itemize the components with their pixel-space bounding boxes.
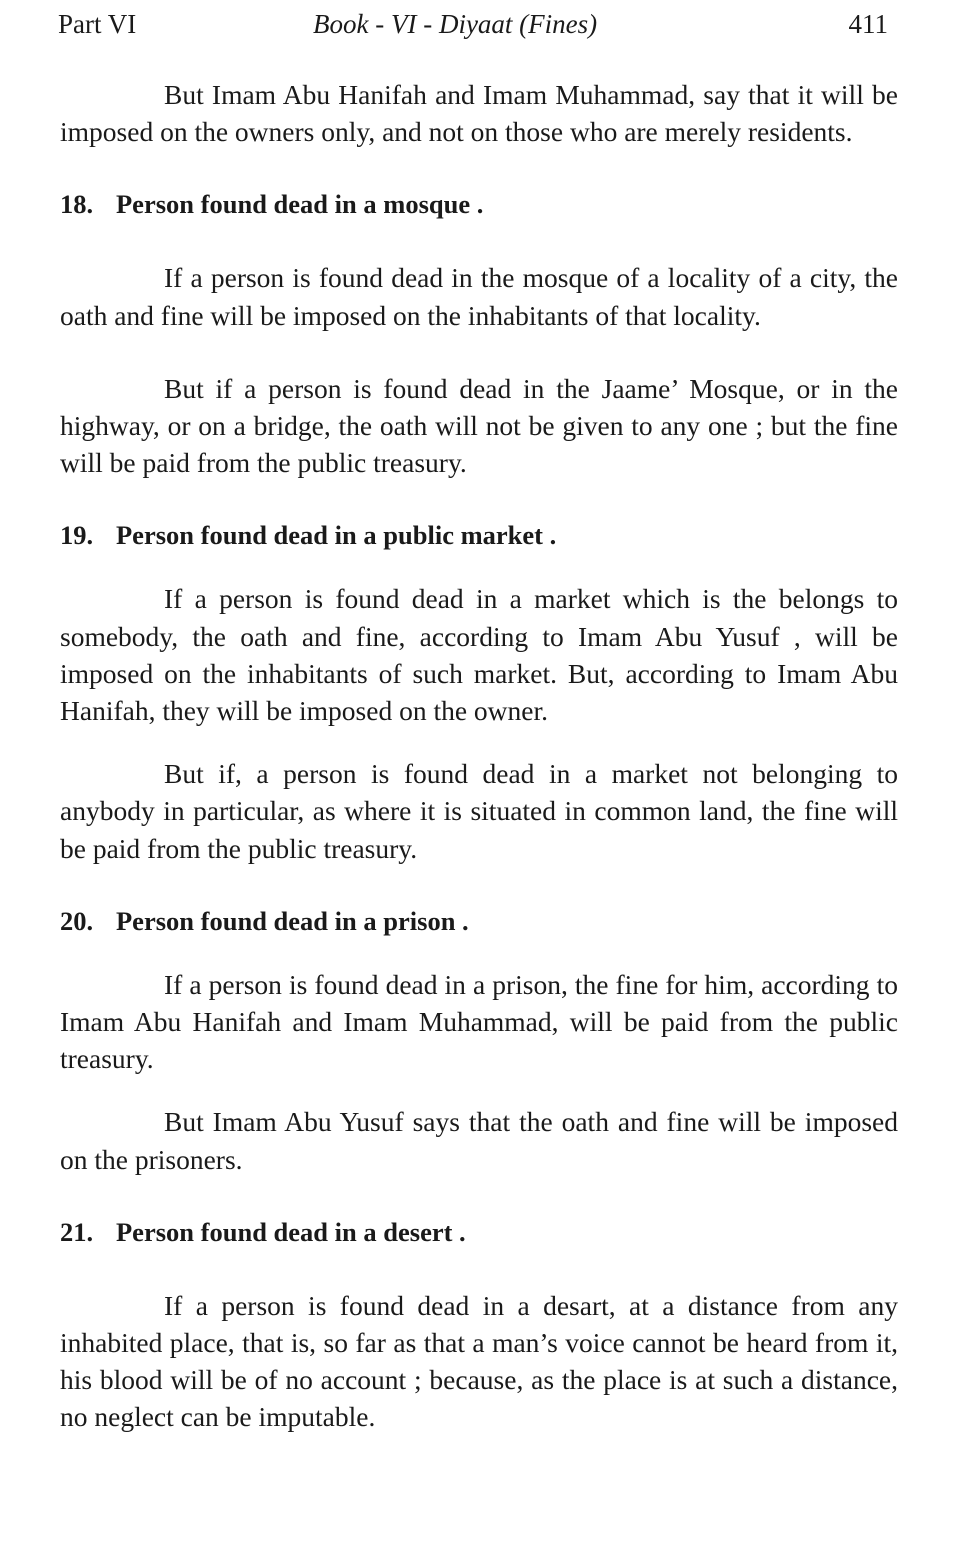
paragraph: But if, a person is found dead in a market not belonging to anybody in particular, as where it is situated in common land, the fine will be paid from the public treasury. [60,758,898,864]
paragraph: But Imam Abu Yusuf says that the oath and fine will be imposed on the prisoners. [60,1106,898,1175]
page-number: 411 [848,9,888,39]
section-number: 19. [60,520,94,551]
section-number: 21. [60,1216,94,1247]
section-title: Person found dead in a desert . [116,1216,466,1247]
part-label: Part VI [58,9,137,39]
running-header [58,4,888,44]
section-number: 20. [60,905,94,936]
section-title: Person found dead in a public market . [116,520,557,551]
book-title: Book - VI - Diyaat (Fines) [313,9,598,39]
section-heading-19 [60,517,898,554]
section-heading-21 [60,1214,898,1251]
section-heading-20 [60,903,898,940]
page-body [60,76,898,1436]
paragraph: If a person is found dead in a desart, at a distance from any inhabited place, that is, so far as that a man’s voice cannot be heard from it, his blood will be of no account ; because, as the place is at such a distance, no neglect can be imputable. [60,1289,898,1433]
paragraph: But if a person is found dead in the Jaame’ Mosque, or in the highway, or on a bridge, the oath will not be given to any one ; but the fine will be paid from the public treasury. [60,372,898,479]
paragraph: If a person is found dead in a market which is the belongs to somebody, the oath and fine, according to Imam Abu Yusuf , will be imposed on the inhabitants of such market. But, according to Imam Abu Hanifah, they will be imposed on the owner. [60,583,898,727]
section-title: Person found dead in a mosque . [116,189,484,220]
section-title: Person found dead in a prison . [116,905,469,936]
paragraph-continuation: But Imam Abu Hanifah and Imam Muhammad, say that it will be imposed on the owners only, and not on those who are merely residents. [60,79,898,148]
section-number: 18. [60,189,94,220]
section-heading-18 [60,186,898,223]
paragraph: If a person is found dead in the mosque of a locality of a city, the oath and fine will be imposed on the inhabitants of that locality. [60,262,898,331]
paragraph: If a person is found dead in a prison, the fine for him, according to Imam Abu Hanifah and Imam Muhammad, will be paid from the public treasury. [60,968,898,1075]
